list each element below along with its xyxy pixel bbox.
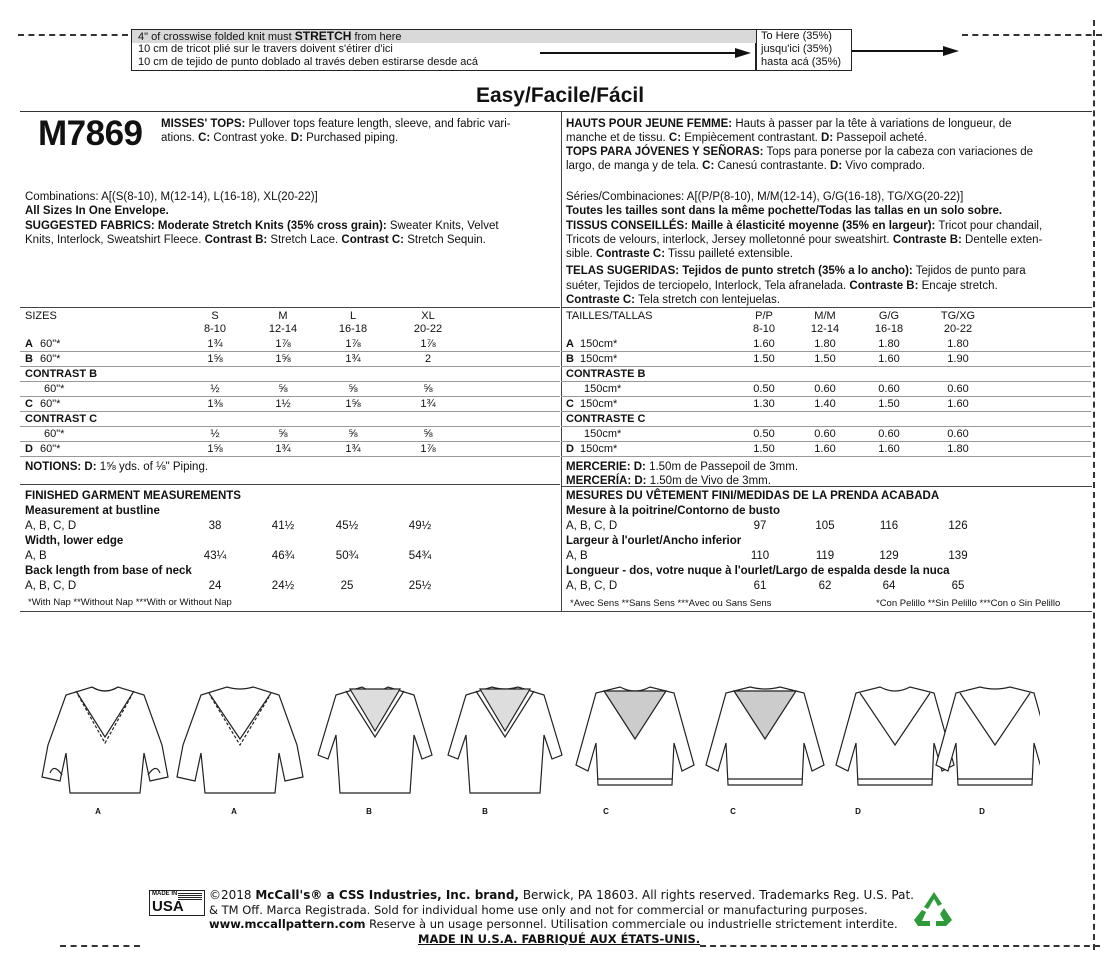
fr-measure-title: Mesure à la poitrine/Contorno de busto <box>566 505 781 517</box>
garment-sketches <box>40 665 1040 805</box>
recycle-icon <box>912 890 956 930</box>
en-measure-value: 50¾ <box>335 550 359 562</box>
fr-row-value: 1.80 <box>947 338 969 350</box>
fr-row-value: 0.60 <box>878 383 900 395</box>
copyright-line-1: ©2018 McCall's® a CSS Industries, Inc. brand, Berwick, PA 18603. All rights reserved. Trademarks Reg. U.S. Pat. <box>209 888 914 902</box>
es-telas-line-1: TELAS SUGERIDAS: Tejidos de punto stretch (35% a lo ancho): Tejidos de punto para <box>566 265 1026 277</box>
en-measure-value: 24½ <box>271 580 295 592</box>
en-row-value: 1⅞ <box>420 338 436 350</box>
en-row-rule <box>20 366 560 367</box>
en-row-value: 1½ <box>275 398 291 410</box>
en-all-sizes: All Sizes In One Envelope. <box>25 205 169 217</box>
en-measure-value: 41½ <box>271 520 295 532</box>
fr-row-value: 1.80 <box>814 338 836 350</box>
en-sizes-label: SIZES <box>25 310 57 322</box>
fr-row-value: 1.60 <box>814 443 836 455</box>
en-combinations: Combinations: A[(S(8-10), M(12-14), L(16-18), XL(20-22)] <box>25 191 318 203</box>
en-row-value: 1⅞ <box>345 338 361 350</box>
gauge-line-fr: 10 cm de tricot plié sur le travers doivent s'étirer d'ici <box>138 43 393 55</box>
fr-size-header-1: M/M <box>814 310 836 322</box>
fr-measure-value: 126 <box>948 520 968 532</box>
en-row-value: ⅝ <box>423 428 433 440</box>
fr-row-rule <box>561 381 1091 382</box>
en-row-width: 60"* <box>40 443 61 455</box>
en-row-value: ⅝ <box>423 383 433 395</box>
fr-size-header-3: TG/XG <box>940 310 976 322</box>
gauge-to-here-fr: jusqu'ici (35%) <box>761 43 833 55</box>
copyright-line-3: www.mccallpattern.com Reserve à un usage personnel. Utilisation commerciale ou industrielle strictement interdite. <box>209 917 898 931</box>
fr-row-width: 150cm* <box>580 398 618 410</box>
en-table-top-rule <box>20 307 560 308</box>
en-row-label: CONTRAST B <box>25 368 98 380</box>
fr-row-value: 1.80 <box>947 443 969 455</box>
fr-measure-views: A, B <box>566 550 588 562</box>
fr-row-value: 1.60 <box>878 353 900 365</box>
sketch-c-front <box>576 687 694 785</box>
fr-tissus-line-2: Tricots de velours, interlock, Jersey molletonné pour sweatshirt. Contraste B: Dentelle exten- <box>566 234 1043 246</box>
en-measure-views: A, B <box>25 550 47 562</box>
en-row-value: 1¾ <box>420 398 436 410</box>
en-measure-views: A, B, C, D <box>25 520 77 532</box>
fr-sizes-label: TAILLES/TALLAS <box>566 310 653 322</box>
en-measure-value: 38 <box>208 520 222 532</box>
en-finished-rule <box>20 484 560 485</box>
fr-row-width: 150cm* <box>580 338 618 350</box>
en-row-value: ⅝ <box>348 383 358 395</box>
fr-row-label: D <box>566 443 574 455</box>
en-row-value: ½ <box>210 428 220 440</box>
es-desc-line-2: largo, de manga y de tela. C: Canesú contrastante. D: Vivo comprado. <box>566 160 926 172</box>
en-measure-title: Back length from base of neck <box>25 565 192 577</box>
es-telas-line-2: suéter, Tejidos de terciopelo, Interlock, Tela afranelada. Contraste B: Encaje stretch. <box>566 280 998 292</box>
fr-measure-value: 110 <box>750 550 770 562</box>
en-size-header-0: S <box>211 310 219 322</box>
fr-row-value: 1.60 <box>947 398 969 410</box>
sketch-label-d: D <box>855 807 861 816</box>
website-link[interactable]: www.mccallpattern.com <box>209 917 366 931</box>
en-nap-note: *With Nap **Without Nap ***With or Without Nap <box>28 597 232 608</box>
fr-measure-views: A, B, C, D <box>566 520 618 532</box>
en-measure-value: 54¾ <box>408 550 432 562</box>
cut-line-bottom-right <box>700 945 1100 947</box>
fr-measure-value: 139 <box>948 550 968 562</box>
fr-size-header-2: G/G <box>878 310 900 322</box>
fr-measure-value: 119 <box>815 550 835 562</box>
stretch-gauge <box>131 29 756 71</box>
fr-row-rule <box>561 366 1091 367</box>
fr-row-width: 150cm* <box>580 443 618 455</box>
gauge-arrow-right <box>852 50 944 52</box>
en-notions: NOTIONS: D: 1⅝ yds. of ⅛" Piping. <box>25 461 209 473</box>
en-row-value: 1¾ <box>207 338 223 350</box>
en-row-value: 1¾ <box>345 443 361 455</box>
sketch-d-back <box>936 687 1040 785</box>
en-measure-views: A, B, C, D <box>25 580 77 592</box>
es-telas-line-3: Contraste C: Tela stretch con lentejuelas. <box>566 294 780 306</box>
gauge-arrowhead-right-icon <box>943 46 959 56</box>
fr-mercerie: MERCERIE: D: 1.50m de Passepoil de 3mm. <box>566 461 799 473</box>
en-row-value: ⅝ <box>278 383 288 395</box>
en-measure-value: 45½ <box>335 520 359 532</box>
en-row-value: 1¾ <box>345 353 361 365</box>
fr-all-sizes: Toutes les tailles sont dans la même pochette/Todas las tallas en un solo sobre. <box>566 205 1003 217</box>
en-row-width: 60"* <box>40 338 61 350</box>
sketch-label-c: C <box>730 807 736 816</box>
fr-row-rule <box>561 411 1091 412</box>
fr-measure-value: 62 <box>818 580 832 592</box>
fr-measure-title: Largeur à l'ourlet/Ancho inferior <box>566 535 742 547</box>
fr-row-value: 0.60 <box>814 383 836 395</box>
en-row-label: CONTRAST C <box>25 413 98 425</box>
en-measure-title: Width, lower edge <box>25 535 124 547</box>
fr-measure-views: A, B, C, D <box>566 580 618 592</box>
fr-row-value: 0.50 <box>753 428 775 440</box>
en-row-value: 1⅞ <box>420 443 436 455</box>
fr-measure-value: 129 <box>879 550 899 562</box>
fr-measure-value: 64 <box>882 580 896 592</box>
fr-row-value: 0.60 <box>947 383 969 395</box>
en-size-header-3: XL <box>421 310 435 322</box>
fr-row-value: 1.50 <box>753 353 775 365</box>
en-row-rule <box>20 381 560 382</box>
en-row-value: ⅝ <box>278 428 288 440</box>
copyright-line-2: & TM Off. Marca Registrada. Sold for individual home use only and not for commercial or manufacturing purposes. <box>209 903 868 917</box>
fr-row-value: 1.50 <box>814 353 836 365</box>
es-nap-note: *Con Pelillo **Sin Pelillo ***Con o Sin Pelillo <box>876 598 1061 609</box>
en-finished-title: FINISHED GARMENT MEASUREMENTS <box>25 490 241 502</box>
difficulty-heading: Easy/Facile/Fácil <box>475 84 645 107</box>
en-row-value: 1⅜ <box>207 398 223 410</box>
en-row-width: 60"* <box>44 383 65 395</box>
en-measure-value: 49½ <box>408 520 432 532</box>
fr-row-rule <box>561 441 1091 442</box>
column-divider <box>561 112 562 612</box>
sketch-label-a: A <box>231 807 237 816</box>
fr-table-top-rule <box>562 307 1092 308</box>
fr-row-value: 1.80 <box>878 338 900 350</box>
en-row-label: D <box>25 443 33 455</box>
fr-measure-title: Longueur - dos, votre nuque à l'ourlet/Largo de espalda desde la nuca <box>566 565 950 577</box>
table-bottom-rule <box>20 611 1092 612</box>
heading-divider <box>20 111 1092 112</box>
fr-row-rule <box>561 396 1091 397</box>
fr-tissus-line-3: sible. Contraste C: Tissu pailleté extensible. <box>566 248 793 260</box>
fr-row-value: 0.60 <box>878 428 900 440</box>
en-row-width: 60"* <box>44 428 65 440</box>
gauge-to-here-en: To Here (35%) <box>761 30 832 42</box>
en-size-range-2: 16-18 <box>338 323 368 335</box>
en-size-range-0: 8-10 <box>203 323 227 335</box>
gauge-line-es: 10 cm de tejido de punto doblado al través deben estirarse desde acá <box>138 56 479 68</box>
sketch-label-b: B <box>482 807 488 816</box>
sketch-label-d: D <box>979 807 985 816</box>
fr-size-header-0: P/P <box>755 310 773 322</box>
cut-line-top-right <box>962 34 1102 36</box>
en-row-value: ½ <box>210 383 220 395</box>
made-in-line: MADE IN U.S.A. FABRIQUÉ AUX ÉTATS-UNIS. <box>418 932 701 946</box>
fr-nap-note: *Avec Sens **Sans Sens ***Avec ou Sans Sens <box>570 598 772 609</box>
fr-row-rule <box>561 426 1091 427</box>
sketch-b-back <box>448 687 562 793</box>
sketch-c-back <box>706 687 824 785</box>
fr-tissus-line-1: TISSUS CONSEILLÉS: Maille à élasticité moyenne (35% en largeur): Tricot pour chandail, <box>566 220 1043 232</box>
fr-row-label: CONTRASTE C <box>566 413 646 425</box>
en-measure-title: Measurement at bustline <box>25 505 160 517</box>
fr-size-range-2: 16-18 <box>874 323 904 335</box>
en-size-header-1: M <box>278 310 288 322</box>
stretch-gauge-end <box>756 29 852 71</box>
en-row-rule <box>20 441 560 442</box>
en-row-value: 2 <box>424 353 432 365</box>
fr-measure-value: 105 <box>815 520 835 532</box>
fr-row-width: 150cm* <box>584 383 622 395</box>
fr-row-value: 1.90 <box>947 353 969 365</box>
en-desc-line-1: MISSES' TOPS: Pullover tops feature length, sleeve, and fabric vari- <box>161 118 511 130</box>
gauge-to-here-es: hasta acá (35%) <box>761 56 842 68</box>
fr-measure-value: 65 <box>951 580 965 592</box>
en-size-header-2: L <box>349 310 357 322</box>
gauge-line-en: 4" of crosswise folded knit must STRETCH from here <box>138 29 402 43</box>
cut-line-right <box>1093 20 1095 950</box>
en-row-value: ⅝ <box>348 428 358 440</box>
fr-row-value: 1.60 <box>753 338 775 350</box>
en-row-rule <box>20 456 560 457</box>
es-merceria: MERCERÍA: D: 1.50m de Vivo de 3mm. <box>566 475 771 487</box>
fr-finished-title: MESURES DU VÊTEMENT FINI/MEDIDAS DE LA PRENDA ACABADA <box>566 490 940 502</box>
fr-row-width: 150cm* <box>584 428 622 440</box>
fr-row-rule <box>561 351 1091 352</box>
fr-size-range-0: 8-10 <box>752 323 776 335</box>
fr-row-width: 150cm* <box>580 353 618 365</box>
en-row-value: 1⅞ <box>275 338 291 350</box>
gauge-arrow-left <box>540 52 736 54</box>
es-desc-line-1: TOPS PARA JÓVENES Y SEÑORAS: Tops para ponerse por la cabeza con variaciones de <box>566 146 1034 158</box>
fr-row-value: 0.60 <box>947 428 969 440</box>
en-desc-line-2: ations. C: Contrast yoke. D: Purchased piping. <box>161 132 399 144</box>
sketch-label-a: A <box>95 807 101 816</box>
en-row-rule <box>20 411 560 412</box>
sketch-b-front <box>318 687 432 793</box>
fr-row-value: 1.50 <box>878 398 900 410</box>
en-row-label: B <box>25 353 33 365</box>
en-size-range-1: 12-14 <box>268 323 298 335</box>
gauge-arrowhead-left-icon <box>735 48 751 58</box>
pattern-number: M7869 <box>38 114 143 153</box>
fr-size-range-1: 12-14 <box>810 323 840 335</box>
usa-label: USA <box>152 898 184 915</box>
cut-line-bottom-left <box>60 945 140 947</box>
fr-row-value: 0.60 <box>814 428 836 440</box>
en-row-width: 60"* <box>40 398 61 410</box>
fr-series: Séries/Combinaciones: A[(P/P(8-10), M/M(12-14), G/G(16-18), TG/XG(20-22)] <box>566 191 964 203</box>
en-row-value: 1¾ <box>275 443 291 455</box>
en-measure-value: 46¾ <box>271 550 295 562</box>
cut-line-top-left <box>18 34 128 36</box>
fr-measure-value: 97 <box>753 520 767 532</box>
fr-row-label: CONTRASTE B <box>566 368 646 380</box>
en-row-rule <box>20 426 560 427</box>
en-size-range-3: 20-22 <box>413 323 443 335</box>
en-row-label: A <box>25 338 33 350</box>
en-row-value: 1⅝ <box>275 353 291 365</box>
en-fabrics-line-2: Knits, Interlock, Sweatshirt Fleece. Contrast B: Stretch Lace. Contrast C: Stretch Sequin. <box>25 234 486 246</box>
en-measure-value: 25½ <box>408 580 432 592</box>
fr-measure-value: 116 <box>879 520 899 532</box>
fr-row-label: B <box>566 353 574 365</box>
fr-row-label: A <box>566 338 574 350</box>
fr-row-value: 1.40 <box>814 398 836 410</box>
fr-desc-line-1: HAUTS POUR JEUNE FEMME: Hauts à passer par la tête à variations de longueur, de <box>566 118 1012 130</box>
en-row-value: 1⅝ <box>345 398 361 410</box>
sketch-a-back <box>177 687 303 793</box>
fr-row-value: 1.60 <box>878 443 900 455</box>
en-row-width: 60"* <box>40 353 61 365</box>
fr-row-label: C <box>566 398 574 410</box>
sketch-label-b: B <box>366 807 372 816</box>
en-row-rule <box>20 396 560 397</box>
en-measure-value: 24 <box>208 580 222 592</box>
en-fabrics-line-1: SUGGESTED FABRICS: Moderate Stretch Knits (35% cross grain): Sweater Knits, Velvet <box>25 220 499 232</box>
en-row-value: 1⅝ <box>207 353 223 365</box>
fr-row-rule <box>561 456 1091 457</box>
sketch-label-c: C <box>603 807 609 816</box>
made-in-usa-logo <box>149 890 205 916</box>
en-measure-value: 43¼ <box>203 550 227 562</box>
fr-row-value: 1.30 <box>753 398 775 410</box>
en-measure-value: 25 <box>340 580 354 592</box>
sketch-a-front <box>42 687 168 793</box>
fr-row-value: 1.50 <box>753 443 775 455</box>
fr-finished-rule <box>562 486 1092 487</box>
sketch-d-front <box>836 687 954 785</box>
en-row-label: C <box>25 398 33 410</box>
fr-measure-value: 61 <box>753 580 767 592</box>
made-in-label: MADE IN <box>152 891 178 897</box>
fr-size-range-3: 20-22 <box>943 323 973 335</box>
fr-desc-line-2: manche et de tissu. C: Empiècement contrastant. D: Passepoil acheté. <box>566 132 928 144</box>
en-row-rule <box>20 351 560 352</box>
en-row-value: 1⅝ <box>207 443 223 455</box>
fr-row-value: 0.50 <box>753 383 775 395</box>
